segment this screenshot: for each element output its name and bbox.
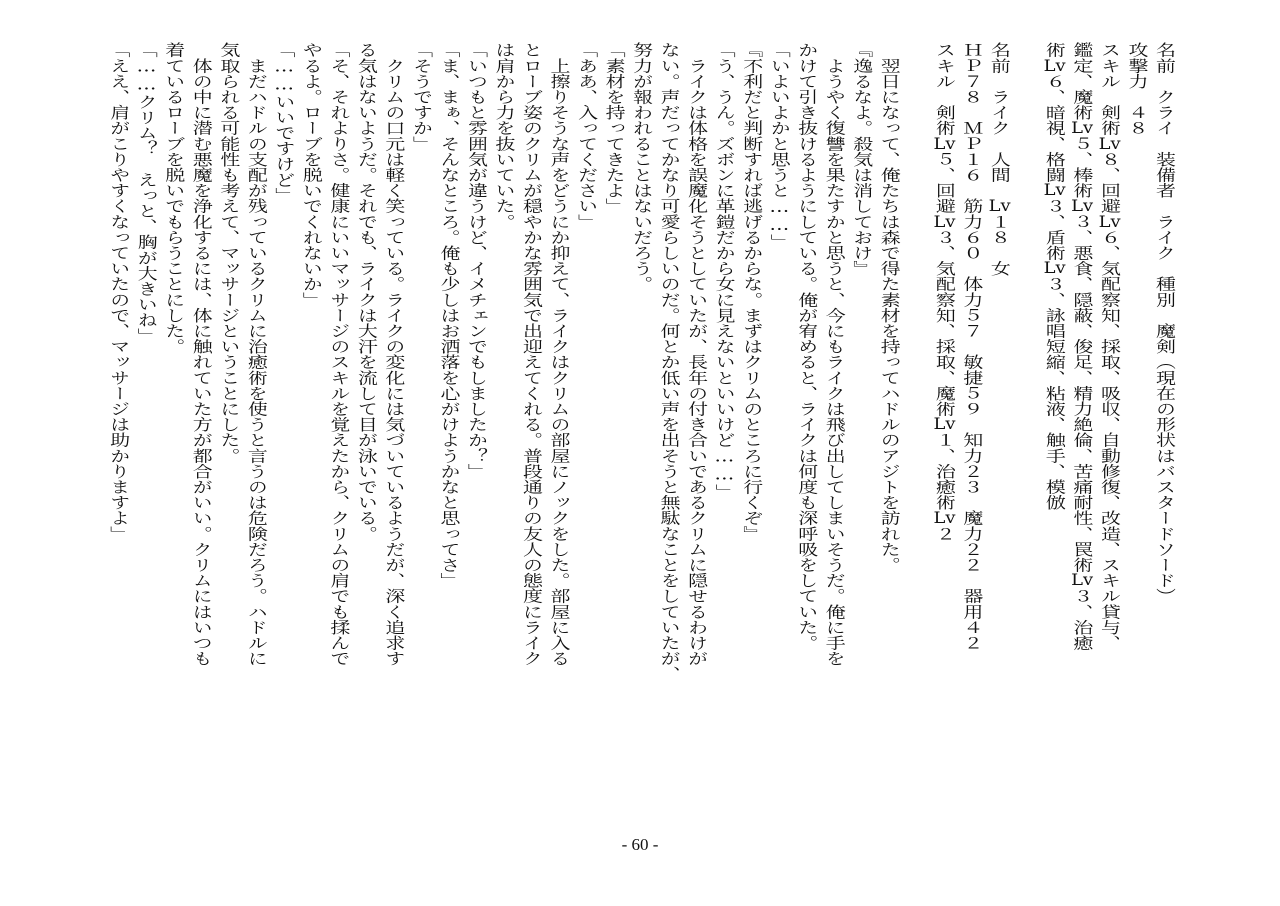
level-abbrev: Lv xyxy=(933,416,955,432)
body-line: は肩から力を抜いていた。 xyxy=(492,42,516,230)
status-line-character-name: 名前 ライク 人間 Lv１８ 女 xyxy=(987,42,1011,276)
level-abbrev: Lv xyxy=(1070,572,1093,588)
vertical-text-body xyxy=(104,42,1177,682)
body-line: やるよ。ローブを脱いでくれないか」 xyxy=(299,42,323,308)
level-abbrev: Lv xyxy=(933,510,955,526)
status-line-weapon-name: 名前 クライ 装備者 ライク 種別 魔剣（現在の形状はバスタードソード） xyxy=(1152,42,1176,604)
status-line-weapon-skills: 鑑定、魔術Lv５、棒術Lv３、悪食、隠蔽、俊足、精力絶倫、苦痛耐性、罠術Lv３、治癒 xyxy=(1070,42,1094,651)
body-line: 『逸るなよ。殺気は消しておけ』 xyxy=(849,42,873,276)
body-line: 「そ、それよりさ。健康にいいマッサージのスキルを覚えたから、クリムの肩でも揉んで xyxy=(327,42,351,666)
body-line: 上擦りそうな声をどうにか抑えて、ライクはクリムの部屋にノックをした。部屋に入る xyxy=(547,42,571,666)
level-abbrev: Lv xyxy=(1043,57,1066,74)
status-line-weapon-skills: スキル 剣術Lv８、回避Lv６、気配察知、採取、吸収、自動修復、改造、スキル貸与、 xyxy=(1097,42,1121,651)
body-line: クリムの口元は軽く笑っている。ライクの変化には気づいているようだが、深く追求す xyxy=(382,42,406,666)
blank-line xyxy=(902,42,930,674)
level-abbrev: Lv xyxy=(933,213,955,230)
level-abbrev: Lv xyxy=(1043,260,1066,276)
body-line: 翌日になって、俺たちは森で得た素材を持ってハドルのアジトを訪れた。 xyxy=(877,42,901,573)
body-line: 「素材を持ってきたよ」 xyxy=(602,42,626,214)
level-abbrev: Lv xyxy=(1098,213,1121,230)
page-number: - 60 - xyxy=(621,835,659,854)
body-line: 努力が報われることはないだろう。 xyxy=(629,42,653,292)
body-line: 気取られる可能性も考えて、マッサージということにした。 xyxy=(216,42,241,464)
body-line: 「う、うん。ズボンに革鎧だから女に見えないといいけど……」 xyxy=(712,42,736,500)
body-line: まだハドルの支配が残っているクリムに治癒術を使うと言うのは危険だろう。ハドルに xyxy=(244,42,268,666)
body-line: 「……いいですけど」 xyxy=(272,42,296,203)
body-line: ライクは体格を誤魔化そうとしていたが、長年の付き合いであるクリムに隠せるわけが xyxy=(684,42,708,666)
level-abbrev: Lv xyxy=(1070,198,1093,214)
status-line-weapon-attack: 攻撃力 ４８ xyxy=(1125,42,1149,136)
body-line: 「ま、まぁ、そんなところ。俺も少しはお洒落を心がけようかなと思ってさ」 xyxy=(437,42,461,588)
body-line: 「……クリム？ えっと、胸が大きいね」 xyxy=(134,42,158,344)
status-line-character-skills: スキル 剣術Lv５、回避Lv３、気配察知、採取、魔術Lv１、治癒術Lv２ xyxy=(932,42,956,542)
level-abbrev: Lv xyxy=(1043,182,1066,198)
level-abbrev: Lv xyxy=(988,198,1011,214)
level-abbrev: Lv xyxy=(933,135,955,152)
body-line: とローブ姿のクリムが穏やかな雰囲気で出迎えてくれる。普段通りの友人の態度にライク xyxy=(519,42,543,666)
body-line: 着ているローブを脱いでもらうことにした。 xyxy=(161,42,185,354)
body-line: 「いよいよかと思うと……」 xyxy=(767,42,791,250)
body-line: 「ああ、入ってください」 xyxy=(574,42,598,230)
body-line: ようやく復讐を果たすかと思うと、今にもライクは飛び出してしまいそうだ。俺に手を xyxy=(822,42,846,666)
body-line: 「いつもと雰囲気が違うけど、イメチェンでもしましたか？」 xyxy=(464,42,488,479)
body-line: 『不利だと判断すれば逃げるからな。まずはクリムのところに行くぞ』 xyxy=(739,42,763,542)
body-line: 「そうですか」 xyxy=(409,42,433,152)
level-abbrev: Lv xyxy=(1098,135,1121,152)
body-line: る気はないようだ。それでも、ライクは大汗を流して目が泳いでいる。 xyxy=(354,42,378,542)
level-abbrev: Lv xyxy=(1070,120,1093,136)
blank-line xyxy=(1012,42,1040,674)
body-line: 「ええ、肩がこりやすくなっていたので、マッサージは助かりますよ」 xyxy=(106,42,130,542)
status-line-character-stats: ＨＰ７８ ＭＰ１６ 筋力６０ 体力５７ 敏捷５９ 知力２３ 魔力２２ 器用４２ xyxy=(960,42,984,651)
body-line: ない。声だってかなり可愛らしいのだ。何とか低い声を出そうと無駄なことをしていたが、 xyxy=(657,42,681,682)
body-line: 体の中に潜む悪魔を浄化するには、体に触れていた方が都合がいい。クリムにはいつも xyxy=(189,42,213,666)
status-line-weapon-skills: 術Lv６、暗視、格闘Lv３、盾術Lv３、詠唱短縮、粘液、触手、模倣 xyxy=(1042,42,1066,510)
body-line: かけて引き抜けるようにしている。俺が宥めると、ライクは何度も深呼吸をしていた。 xyxy=(794,42,818,651)
